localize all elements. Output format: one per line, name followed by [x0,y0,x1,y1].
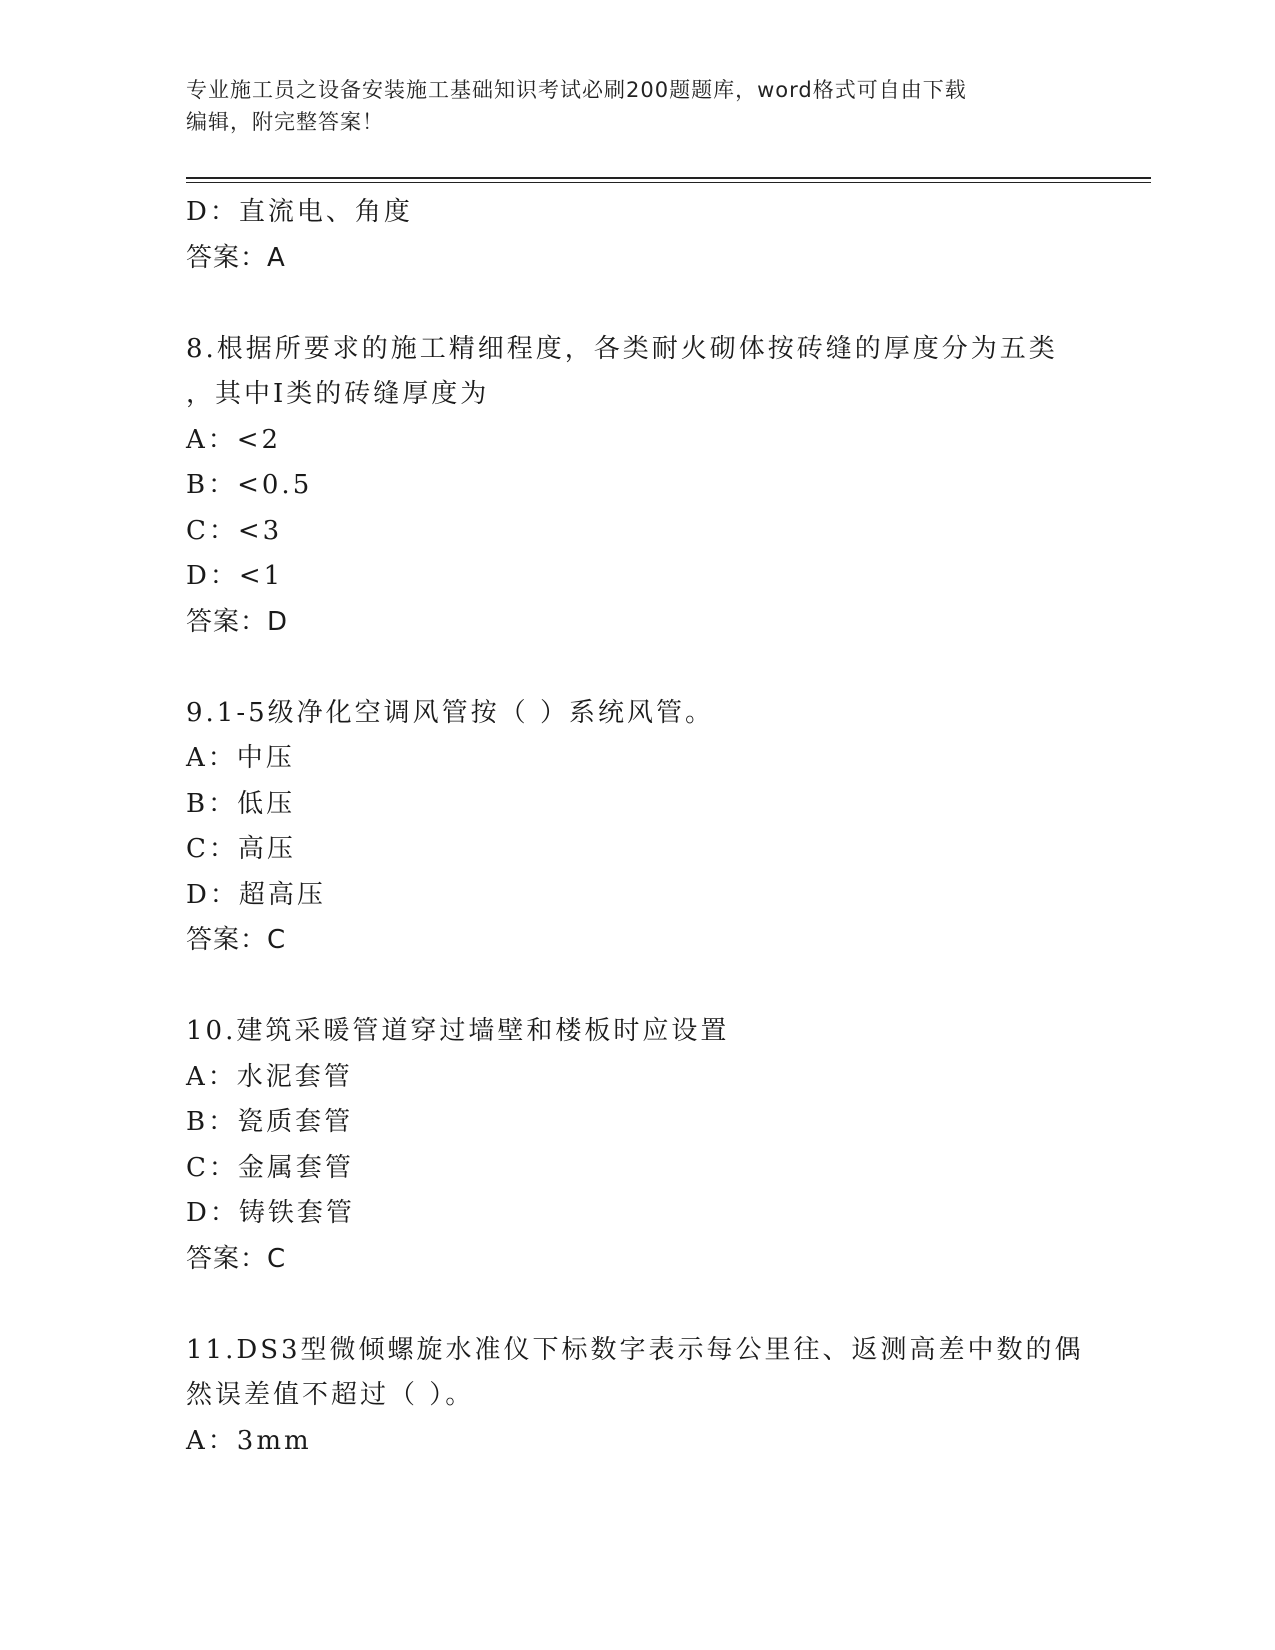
spacer [186,645,1066,691]
option-d: D：超高压 [186,879,326,910]
question-stem: 11.DS3型微倾螺旋水准仪下标数字表示每公里往、返测高差中数的偶 [186,1334,1084,1365]
option-d: D：直流电、角度 [186,197,413,227]
spacer [186,964,1066,1010]
question-stem-continued: 然误差值不超过（ ）。 [186,1380,475,1410]
option-c: C：<3 [186,515,283,546]
option-b: B：瓷质套管 [186,1107,354,1137]
option-c: C：高压 [186,834,296,864]
question-stem-continued: ，其中Ⅰ类的砖缝厚度为 [186,379,490,409]
question-stem: 10.建筑采暖管道穿过墙壁和楼板时应设置 [186,1016,730,1046]
spacer [186,281,1066,327]
question-9 [186,691,1066,964]
header-divider-thick [186,177,1151,179]
option-a: A：3mm [186,1425,312,1456]
answer-line: 答案：C [186,925,287,955]
option-a: A：水泥套管 [186,1061,353,1092]
question-10 [186,1009,1066,1282]
question-7-tail [186,190,1066,281]
question-8 [186,327,1066,646]
document-header [186,74,1066,138]
question-11 [186,1328,1084,1465]
option-d: D：铸铁套管 [186,1198,355,1228]
option-d: D：<1 [186,561,284,591]
answer-line: 答案：D [186,606,289,637]
question-list [186,190,1084,1464]
option-a: A：<2 [186,424,282,455]
option-b: B：低压 [186,788,296,819]
answer-line: 答案：A [186,242,286,273]
option-b: B：<0.5 [186,470,313,500]
question-stem: 9.1-5级净化空调风管按（ ）系统风管。 [186,697,714,728]
header-title-line-1: 专业施工员之设备安装施工基础知识考试必刷200题题库，word格式可自由下载 [186,78,967,102]
question-stem: 8.根据所要求的施工精细程度，各类耐火砌体按砖缝的厚度分为五类 [186,333,1058,364]
answer-line: 答案：C [186,1243,287,1274]
spacer [186,1282,1066,1328]
header-title-line-2: 编辑，附完整答案！ [186,110,384,134]
option-c: C：金属套管 [186,1152,354,1183]
header-divider-thin [186,182,1151,183]
option-a: A：中压 [186,743,295,773]
